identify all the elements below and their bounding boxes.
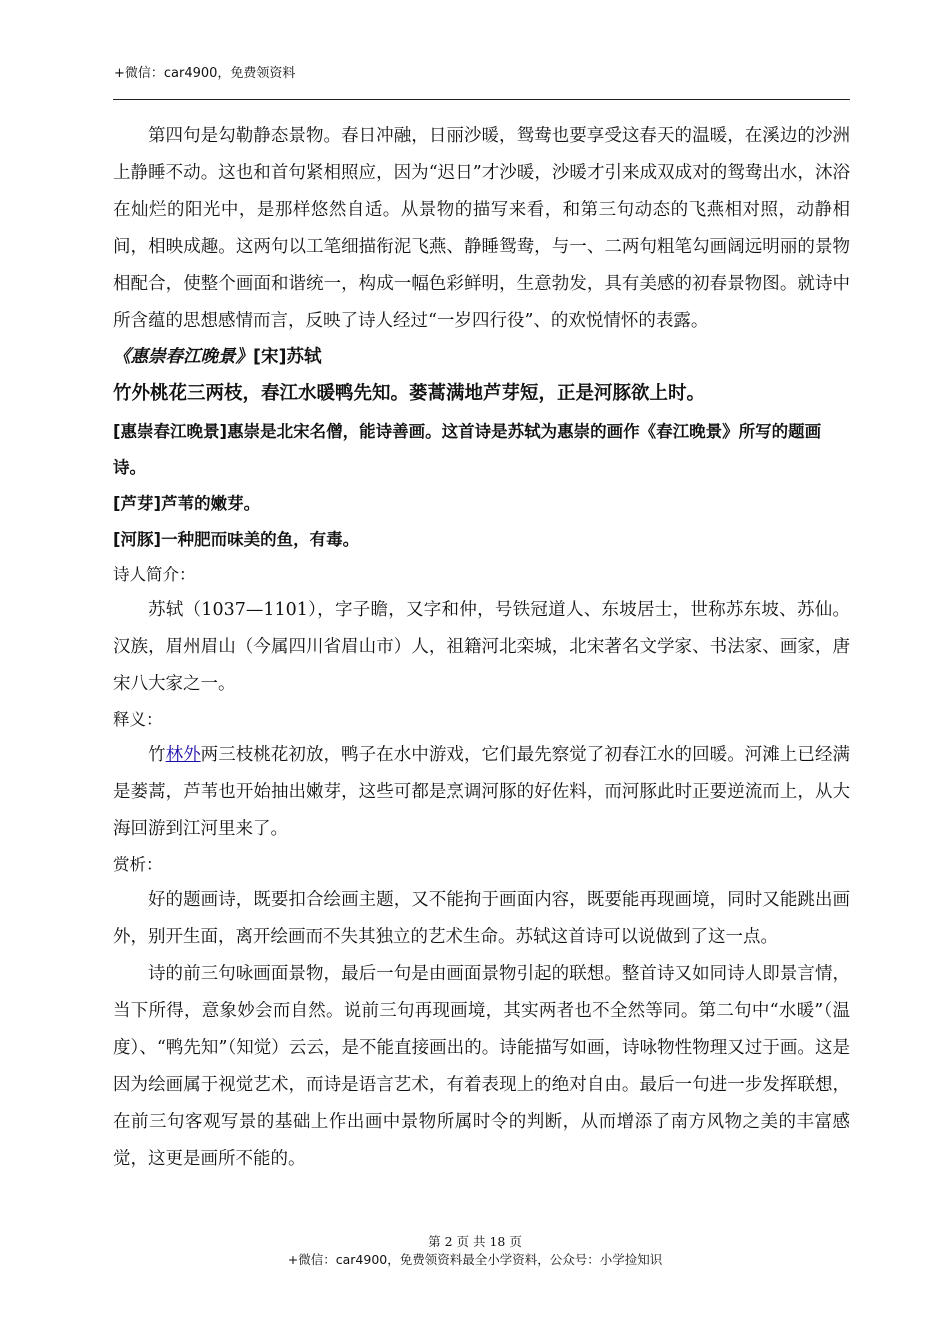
note-luya: [芦芽]芦苇的嫩芽。 [113,494,261,513]
poem-text: 竹外桃花三两枝，春江水暖鸭先知。蒌蒿满地芦芽短，正是河豚欲上时。 [113,383,706,404]
poem-title: 《惠崇春江晚景》 [113,347,253,367]
linwai-link[interactable]: 林外 [165,745,201,765]
footer-note: +微信：car4900，免费领资料最全小学资料，公众号：小学捡知识 [287,1252,663,1267]
poet-intro-text: 苏轼（1037—1101），字子瞻，又字和仲，号铁冠道人、东坡居士，世称苏东坡、苏仙。汉族，眉州眉山（今属四川省眉山市）人，祖籍河北栾城，北宋著名文学家、书法家、画家，唐宋八大家之一。 [113,600,850,694]
meaning-text [113,737,850,848]
note-title: [惠崇春江晚景]惠崇是北宋名僧，能诗善画。这首诗是苏轼为惠崇的画作《春江晚景》所写的题画诗。 [113,422,822,477]
paragraph-fourth-line-analysis: 第四句是勾勒静态景物。春日冲融，日丽沙暖，鸳鸯也要享受这春天的温暖，在溪边的沙洲上静睡不动。这也和首句紧相照应，因为“迟日”才沙暖，沙暖才引来成双成对的鸳鸯出水，沐浴在灿烂的阳光中，是那样悠然自适。从景物的描写来看，和第三句动态的飞燕相对照，动静相间，相映成趣。这两句以工笔细描衔泥飞燕、静睡鸳鸯，与一、二两句粗笔勾画阔远明丽的景物相配合，使整个画面和谐统一，构成一幅色彩鲜明，生意勃发，具有美感的初春景物图。就诗中所含蕴的思想感情而言，反映了诗人经过“一岁四行役”、的欢悦情怀的表露。 [113,126,850,331]
appreciation-label: 赏析： [113,855,163,874]
poem-heading [113,340,850,374]
meaning-rest: 两三枝桃花初放，鸭子在水中游戏，它们最先察觉了初春江水的回暖。河滩上已经满是蒌蒿，芦苇也开始抽出嫩芽，这些可都是烹调河豚的好佐料，而河豚此时正要逆流而上，从大海回游到江河里来了。 [113,745,851,839]
poem-author: [宋]苏轼 [253,347,322,367]
meaning-label: 释义： [113,710,163,729]
poet-intro-label: 诗人简介： [113,565,196,584]
appreciation-paragraph-1: 好的题画诗，既要扣合绘画主题，又不能拘于画面内容，既要能再现画境，同时又能跳出画外，别开生面，离开绘画而不失其独立的艺术生命。苏轼这首诗可以说做到了这一点。 [113,890,850,947]
page-header: +微信：car4900，免费领资料 [114,66,296,81]
page-number: 第 2 页 共 18 页 [428,1234,522,1249]
meaning-prefix: 竹 [148,745,166,765]
appreciation-paragraph-2: 诗的前三句咏画面景物，最后一句是由画面景物引起的联想。整首诗又如同诗人即景言情，当下所得，意象妙会而自然。说前三句再现画境，其实两者也不全然等同。第二句中“水暖”（温度）、“鸭先知”（知觉）云云，是不能直接画出的。诗能描写如画，诗咏物性物理又过于画。这是因为绘画属于视觉艺术，而诗是语言艺术，有着表现上的绝对自由。最后一句进一步发挥联想，在前三句客观写景的基础上作出画中景物所属时令的判断，从而增添了南方风物之美的丰富感觉，这更是画所不能的。 [113,964,850,1169]
document-body [113,118,850,1178]
header-divider [113,99,850,100]
note-hetun: [河豚]一种肥而味美的鱼，有毒。 [113,530,360,549]
